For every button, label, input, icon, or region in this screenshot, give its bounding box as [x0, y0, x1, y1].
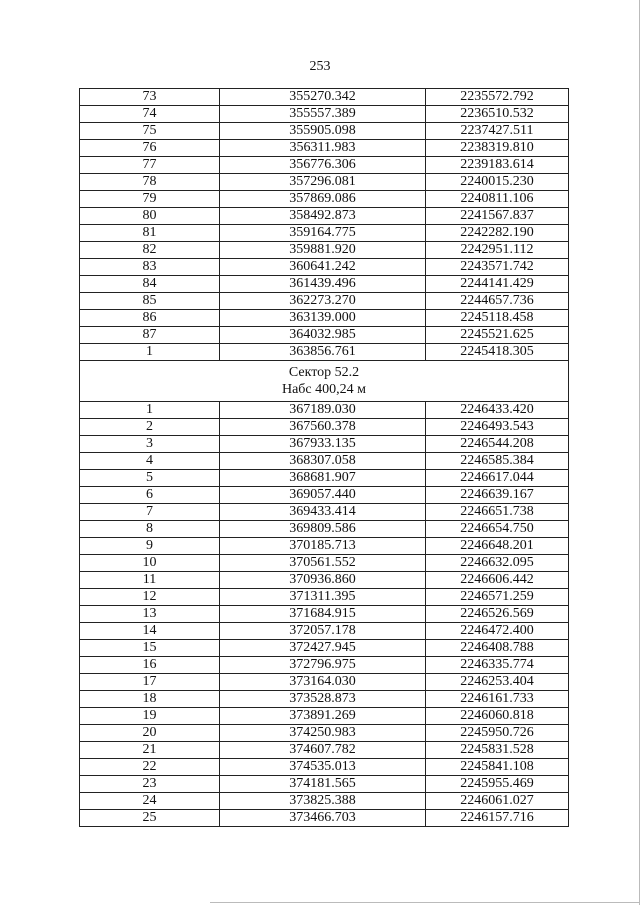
y-coordinate-cell: 2246639.167 [426, 487, 569, 504]
x-coordinate-cell: 369433.414 [220, 504, 426, 521]
x-coordinate-cell: 373466.703 [220, 810, 426, 827]
x-coordinate-cell: 364032.985 [220, 327, 426, 344]
point-number-cell: 79 [80, 191, 220, 208]
x-coordinate-cell: 359881.920 [220, 242, 426, 259]
table-row [80, 242, 569, 259]
y-coordinate-cell: 2246606.442 [426, 572, 569, 589]
x-coordinate-cell: 362273.270 [220, 293, 426, 310]
table-row [80, 225, 569, 242]
y-coordinate-cell: 2246161.733 [426, 691, 569, 708]
y-coordinate-cell: 2245521.625 [426, 327, 569, 344]
y-coordinate-cell: 2241567.837 [426, 208, 569, 225]
table-row [80, 759, 569, 776]
y-coordinate-cell: 2240015.230 [426, 174, 569, 191]
table-row [80, 157, 569, 174]
point-number-cell: 16 [80, 657, 220, 674]
x-coordinate-cell: 355270.342 [220, 89, 426, 106]
y-coordinate-cell: 2246648.201 [426, 538, 569, 555]
scan-edge-bottom [210, 902, 640, 903]
point-number-cell: 13 [80, 606, 220, 623]
y-coordinate-cell: 2246408.788 [426, 640, 569, 657]
table-row [80, 310, 569, 327]
point-number-cell: 76 [80, 140, 220, 157]
y-coordinate-cell: 2246493.543 [426, 419, 569, 436]
table-row [80, 89, 569, 106]
x-coordinate-cell: 361439.496 [220, 276, 426, 293]
x-coordinate-cell: 370561.552 [220, 555, 426, 572]
table-row [80, 140, 569, 157]
point-number-cell: 21 [80, 742, 220, 759]
x-coordinate-cell: 373825.388 [220, 793, 426, 810]
x-coordinate-cell: 355905.098 [220, 123, 426, 140]
point-number-cell: 6 [80, 487, 220, 504]
table-row [80, 691, 569, 708]
table-row [80, 123, 569, 140]
x-coordinate-cell: 372057.178 [220, 623, 426, 640]
y-coordinate-cell: 2244141.429 [426, 276, 569, 293]
page-number: 253 [309, 59, 331, 74]
x-coordinate-cell: 367189.030 [220, 402, 426, 419]
x-coordinate-cell: 357869.086 [220, 191, 426, 208]
table-row [80, 521, 569, 538]
table-row [80, 572, 569, 589]
point-number-cell: 74 [80, 106, 220, 123]
table-row [80, 725, 569, 742]
point-number-cell: 86 [80, 310, 220, 327]
section-row [80, 361, 569, 402]
x-coordinate-cell: 367560.378 [220, 419, 426, 436]
point-number-cell: 19 [80, 708, 220, 725]
x-coordinate-cell: 373528.873 [220, 691, 426, 708]
x-coordinate-cell: 363139.000 [220, 310, 426, 327]
x-coordinate-cell: 374535.013 [220, 759, 426, 776]
y-coordinate-cell: 2245950.726 [426, 725, 569, 742]
point-number-cell: 22 [80, 759, 220, 776]
table-row [80, 793, 569, 810]
x-coordinate-cell: 374607.782 [220, 742, 426, 759]
y-coordinate-cell: 2245118.458 [426, 310, 569, 327]
point-number-cell: 87 [80, 327, 220, 344]
table-row [80, 538, 569, 555]
coordinates-table [79, 88, 569, 827]
point-number-cell: 8 [80, 521, 220, 538]
table-row [80, 589, 569, 606]
table-row [80, 276, 569, 293]
y-coordinate-cell: 2246061.027 [426, 793, 569, 810]
point-number-cell: 25 [80, 810, 220, 827]
x-coordinate-cell: 360641.242 [220, 259, 426, 276]
point-number-cell: 12 [80, 589, 220, 606]
y-coordinate-cell: 2246632.095 [426, 555, 569, 572]
table-row [80, 259, 569, 276]
y-coordinate-cell: 2239183.614 [426, 157, 569, 174]
x-coordinate-cell: 357296.081 [220, 174, 426, 191]
x-coordinate-cell: 368681.907 [220, 470, 426, 487]
point-number-cell: 11 [80, 572, 220, 589]
table-row [80, 606, 569, 623]
point-number-cell: 20 [80, 725, 220, 742]
point-number-cell: 1 [80, 344, 220, 361]
point-number-cell: 73 [80, 89, 220, 106]
x-coordinate-cell: 358492.873 [220, 208, 426, 225]
point-number-cell: 75 [80, 123, 220, 140]
y-coordinate-cell: 2245831.528 [426, 742, 569, 759]
section-header [80, 361, 569, 402]
y-coordinate-cell: 2245418.305 [426, 344, 569, 361]
y-coordinate-cell: 2246654.750 [426, 521, 569, 538]
x-coordinate-cell: 356311.983 [220, 140, 426, 157]
x-coordinate-cell: 369809.586 [220, 521, 426, 538]
table-row [80, 436, 569, 453]
point-number-cell: 24 [80, 793, 220, 810]
section-title: Сектор 52.2 [288, 365, 360, 380]
point-number-cell: 84 [80, 276, 220, 293]
table-row [80, 419, 569, 436]
point-number-cell: 85 [80, 293, 220, 310]
point-number-cell: 4 [80, 453, 220, 470]
table-row [80, 623, 569, 640]
table-row [80, 674, 569, 691]
table-row [80, 657, 569, 674]
point-number-cell: 9 [80, 538, 220, 555]
table-row [80, 191, 569, 208]
point-number-cell: 18 [80, 691, 220, 708]
point-number-cell: 10 [80, 555, 220, 572]
x-coordinate-cell: 367933.135 [220, 436, 426, 453]
point-number-cell: 83 [80, 259, 220, 276]
x-coordinate-cell: 371684.915 [220, 606, 426, 623]
y-coordinate-cell: 2236510.532 [426, 106, 569, 123]
point-number-cell: 78 [80, 174, 220, 191]
y-coordinate-cell: 2246433.420 [426, 402, 569, 419]
table-row [80, 640, 569, 657]
table-row [80, 776, 569, 793]
point-number-cell: 82 [80, 242, 220, 259]
table-row [80, 327, 569, 344]
point-number-cell: 7 [80, 504, 220, 521]
x-coordinate-cell: 363856.761 [220, 344, 426, 361]
point-number-cell: 5 [80, 470, 220, 487]
y-coordinate-cell: 2246544.208 [426, 436, 569, 453]
x-coordinate-cell: 369057.440 [220, 487, 426, 504]
y-coordinate-cell: 2246526.569 [426, 606, 569, 623]
table-row [80, 487, 569, 504]
point-number-cell: 80 [80, 208, 220, 225]
x-coordinate-cell: 368307.058 [220, 453, 426, 470]
coordinates-rows-before [80, 89, 569, 361]
y-coordinate-cell: 2246651.738 [426, 504, 569, 521]
y-coordinate-cell: 2246157.716 [426, 810, 569, 827]
point-number-cell: 81 [80, 225, 220, 242]
table-row [80, 344, 569, 361]
table-row [80, 106, 569, 123]
table-row [80, 504, 569, 521]
table-row [80, 708, 569, 725]
point-number-cell: 17 [80, 674, 220, 691]
x-coordinate-cell: 355557.389 [220, 106, 426, 123]
x-coordinate-cell: 356776.306 [220, 157, 426, 174]
point-number-cell: 23 [80, 776, 220, 793]
y-coordinate-cell: 2246335.774 [426, 657, 569, 674]
y-coordinate-cell: 2243571.742 [426, 259, 569, 276]
y-coordinate-cell: 2245955.469 [426, 776, 569, 793]
y-coordinate-cell: 2238319.810 [426, 140, 569, 157]
point-number-cell: 14 [80, 623, 220, 640]
table-row [80, 742, 569, 759]
y-coordinate-cell: 2242282.190 [426, 225, 569, 242]
x-coordinate-cell: 370185.713 [220, 538, 426, 555]
x-coordinate-cell: 374250.983 [220, 725, 426, 742]
x-coordinate-cell: 372427.945 [220, 640, 426, 657]
x-coordinate-cell: 359164.775 [220, 225, 426, 242]
y-coordinate-cell: 2246060.818 [426, 708, 569, 725]
table-row [80, 470, 569, 487]
table-row [80, 293, 569, 310]
table-row [80, 174, 569, 191]
x-coordinate-cell: 370936.860 [220, 572, 426, 589]
x-coordinate-cell: 373891.269 [220, 708, 426, 725]
point-number-cell: 1 [80, 402, 220, 419]
table-row [80, 555, 569, 572]
section-cell [80, 361, 569, 402]
point-number-cell: 77 [80, 157, 220, 174]
y-coordinate-cell: 2246472.400 [426, 623, 569, 640]
point-number-cell: 3 [80, 436, 220, 453]
section-height: Набс 400,24 м [281, 382, 367, 397]
y-coordinate-cell: 2242951.112 [426, 242, 569, 259]
table-row [80, 453, 569, 470]
y-coordinate-cell: 2246253.404 [426, 674, 569, 691]
y-coordinate-cell: 2245841.108 [426, 759, 569, 776]
point-number-cell: 15 [80, 640, 220, 657]
y-coordinate-cell: 2246617.044 [426, 470, 569, 487]
point-number-cell: 2 [80, 419, 220, 436]
y-coordinate-cell: 2246571.259 [426, 589, 569, 606]
table-row [80, 810, 569, 827]
table-row [80, 402, 569, 419]
y-coordinate-cell: 2235572.792 [426, 89, 569, 106]
coordinates-rows-after [80, 402, 569, 827]
y-coordinate-cell: 2246585.384 [426, 453, 569, 470]
y-coordinate-cell: 2244657.736 [426, 293, 569, 310]
x-coordinate-cell: 371311.395 [220, 589, 426, 606]
y-coordinate-cell: 2240811.106 [426, 191, 569, 208]
x-coordinate-cell: 374181.565 [220, 776, 426, 793]
table-row [80, 208, 569, 225]
x-coordinate-cell: 373164.030 [220, 674, 426, 691]
x-coordinate-cell: 372796.975 [220, 657, 426, 674]
y-coordinate-cell: 2237427.511 [426, 123, 569, 140]
